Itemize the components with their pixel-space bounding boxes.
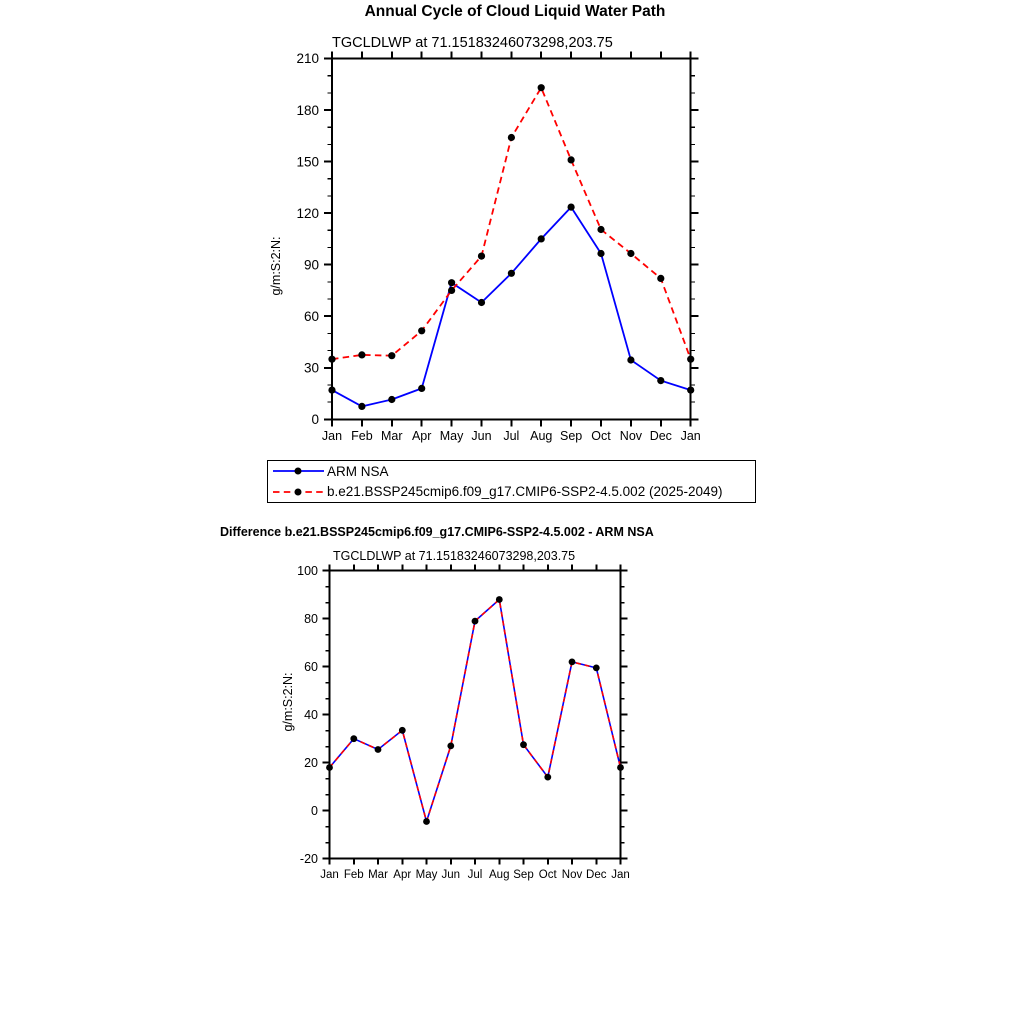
data-point-marker xyxy=(538,84,545,91)
x-tick-label: May xyxy=(439,429,464,443)
x-tick-label: Dec xyxy=(649,429,672,443)
x-tick-label: Feb xyxy=(351,429,373,443)
x-tick-label: Dec xyxy=(586,869,607,881)
y-tick-label: 40 xyxy=(304,708,318,723)
x-tick-label: Jan xyxy=(321,429,343,443)
x-tick-label: May xyxy=(415,869,438,881)
x-tick-label: Nov xyxy=(561,869,583,881)
y-tick-label: 20 xyxy=(304,756,318,771)
y-tick-label: 100 xyxy=(297,564,318,579)
chart2-markers xyxy=(326,596,624,825)
y-tick-label: 210 xyxy=(296,51,319,67)
data-point-marker xyxy=(657,377,664,384)
legend-marker-dot-icon xyxy=(295,468,302,475)
data-point-marker xyxy=(326,764,333,771)
data-point-marker xyxy=(375,746,382,753)
data-point-marker xyxy=(627,356,634,363)
data-point-marker xyxy=(617,764,624,771)
chart1-subtitle: TGCLDLWP at 71.15183246073298,203.75 xyxy=(332,35,613,51)
series-line-1-2 xyxy=(332,88,691,360)
chart2-series xyxy=(330,600,621,822)
data-point-marker xyxy=(423,818,430,825)
x-tick-label: Sep xyxy=(513,869,534,881)
data-point-marker xyxy=(544,774,551,781)
x-tick-label: Mar xyxy=(381,429,403,443)
data-point-marker xyxy=(328,356,335,363)
y-tick-label: 30 xyxy=(303,360,319,376)
legend-label: ARM NSA xyxy=(327,463,389,479)
y-tick-label: 150 xyxy=(296,154,319,170)
data-point-marker xyxy=(687,387,694,394)
x-tick-label: Jan xyxy=(320,869,339,881)
data-point-marker xyxy=(478,253,485,260)
data-point-marker xyxy=(597,250,604,257)
data-point-marker xyxy=(569,659,576,666)
chart1-markers xyxy=(328,84,694,410)
y-tick-label: 80 xyxy=(304,612,318,627)
x-tick-label: Jun xyxy=(471,429,492,443)
x-tick-label: Aug xyxy=(530,429,553,443)
x-tick-label: Jun xyxy=(441,869,461,881)
data-point-marker xyxy=(448,287,455,294)
data-point-marker xyxy=(418,385,425,392)
legend-label: b.e21.BSSP245cmip6.f09_g17.CMIP6-SSP2-4.5.002 (2025-2049) xyxy=(327,484,723,500)
data-point-marker xyxy=(399,727,406,734)
x-tick-label: Jan xyxy=(680,429,701,443)
legend xyxy=(267,460,756,503)
data-point-marker xyxy=(472,618,479,625)
data-point-marker xyxy=(687,356,694,363)
data-point-marker xyxy=(496,596,503,603)
chart2-y-axis-label: g/m:S:2:N: xyxy=(281,672,295,732)
data-point-marker xyxy=(447,743,454,750)
series-line-1-1 xyxy=(332,207,691,406)
x-tick-label: Mar xyxy=(368,869,388,881)
data-point-marker xyxy=(448,279,455,286)
x-tick-label: Feb xyxy=(343,869,364,881)
data-point-marker xyxy=(657,275,664,282)
x-tick-label: Sep xyxy=(560,429,583,443)
chart2-subtitle: TGCLDLWP at 71.15183246073298,203.75 xyxy=(333,549,576,563)
x-tick-label: Jul xyxy=(467,869,483,881)
data-point-marker xyxy=(328,387,335,394)
data-point-marker xyxy=(627,250,634,257)
y-tick-label: -20 xyxy=(299,852,318,867)
data-point-marker xyxy=(478,299,485,306)
data-point-marker xyxy=(520,741,527,748)
data-point-marker xyxy=(508,270,515,277)
data-point-marker xyxy=(358,403,365,410)
x-tick-label: Jul xyxy=(503,429,520,443)
chart1-title: Annual Cycle of Cloud Liquid Water Path xyxy=(364,3,666,20)
x-tick-label: Nov xyxy=(619,429,643,443)
data-point-marker xyxy=(350,735,357,742)
legend-line-sample-solid xyxy=(272,466,325,476)
y-tick-label: 120 xyxy=(296,205,319,221)
x-tick-label: Oct xyxy=(591,429,611,443)
y-tick-label: 180 xyxy=(296,102,319,118)
x-tick-label: Jan xyxy=(611,869,630,881)
legend-item-model xyxy=(272,482,755,503)
legend-item-arm-nsa xyxy=(272,461,755,482)
x-tick-label: Apr xyxy=(411,429,432,443)
data-point-marker xyxy=(418,327,425,334)
chart1-y-axis-label: g/m:S:2:N: xyxy=(269,236,283,296)
data-point-marker xyxy=(388,396,395,403)
series-line-2-1 xyxy=(330,600,621,822)
data-point-marker xyxy=(593,665,600,672)
y-tick-label: 90 xyxy=(303,257,319,273)
data-point-marker xyxy=(538,235,545,242)
data-point-marker xyxy=(508,134,515,141)
data-point-marker xyxy=(568,204,575,211)
x-tick-label: Apr xyxy=(393,869,412,881)
chart1-axes xyxy=(296,51,700,443)
data-point-marker xyxy=(388,352,395,359)
x-tick-label: Oct xyxy=(538,869,557,881)
y-tick-label: 0 xyxy=(311,412,319,428)
y-tick-label: 0 xyxy=(311,804,318,819)
chart2-title: Difference b.e21.BSSP245cmip6.f09_g17.CMIP6-SSP2-4.5.002 - ARM NSA xyxy=(220,525,654,539)
data-point-marker xyxy=(597,226,604,233)
legend-marker-dot-icon xyxy=(295,488,302,495)
data-point-marker xyxy=(568,156,575,163)
y-tick-label: 60 xyxy=(303,308,319,324)
x-tick-label: Aug xyxy=(489,869,510,881)
legend-line-sample-dashed xyxy=(272,487,325,497)
y-tick-label: 60 xyxy=(304,660,318,675)
series-line-overlay xyxy=(330,600,621,822)
data-point-marker xyxy=(358,351,365,358)
chart2-axes xyxy=(297,564,630,881)
